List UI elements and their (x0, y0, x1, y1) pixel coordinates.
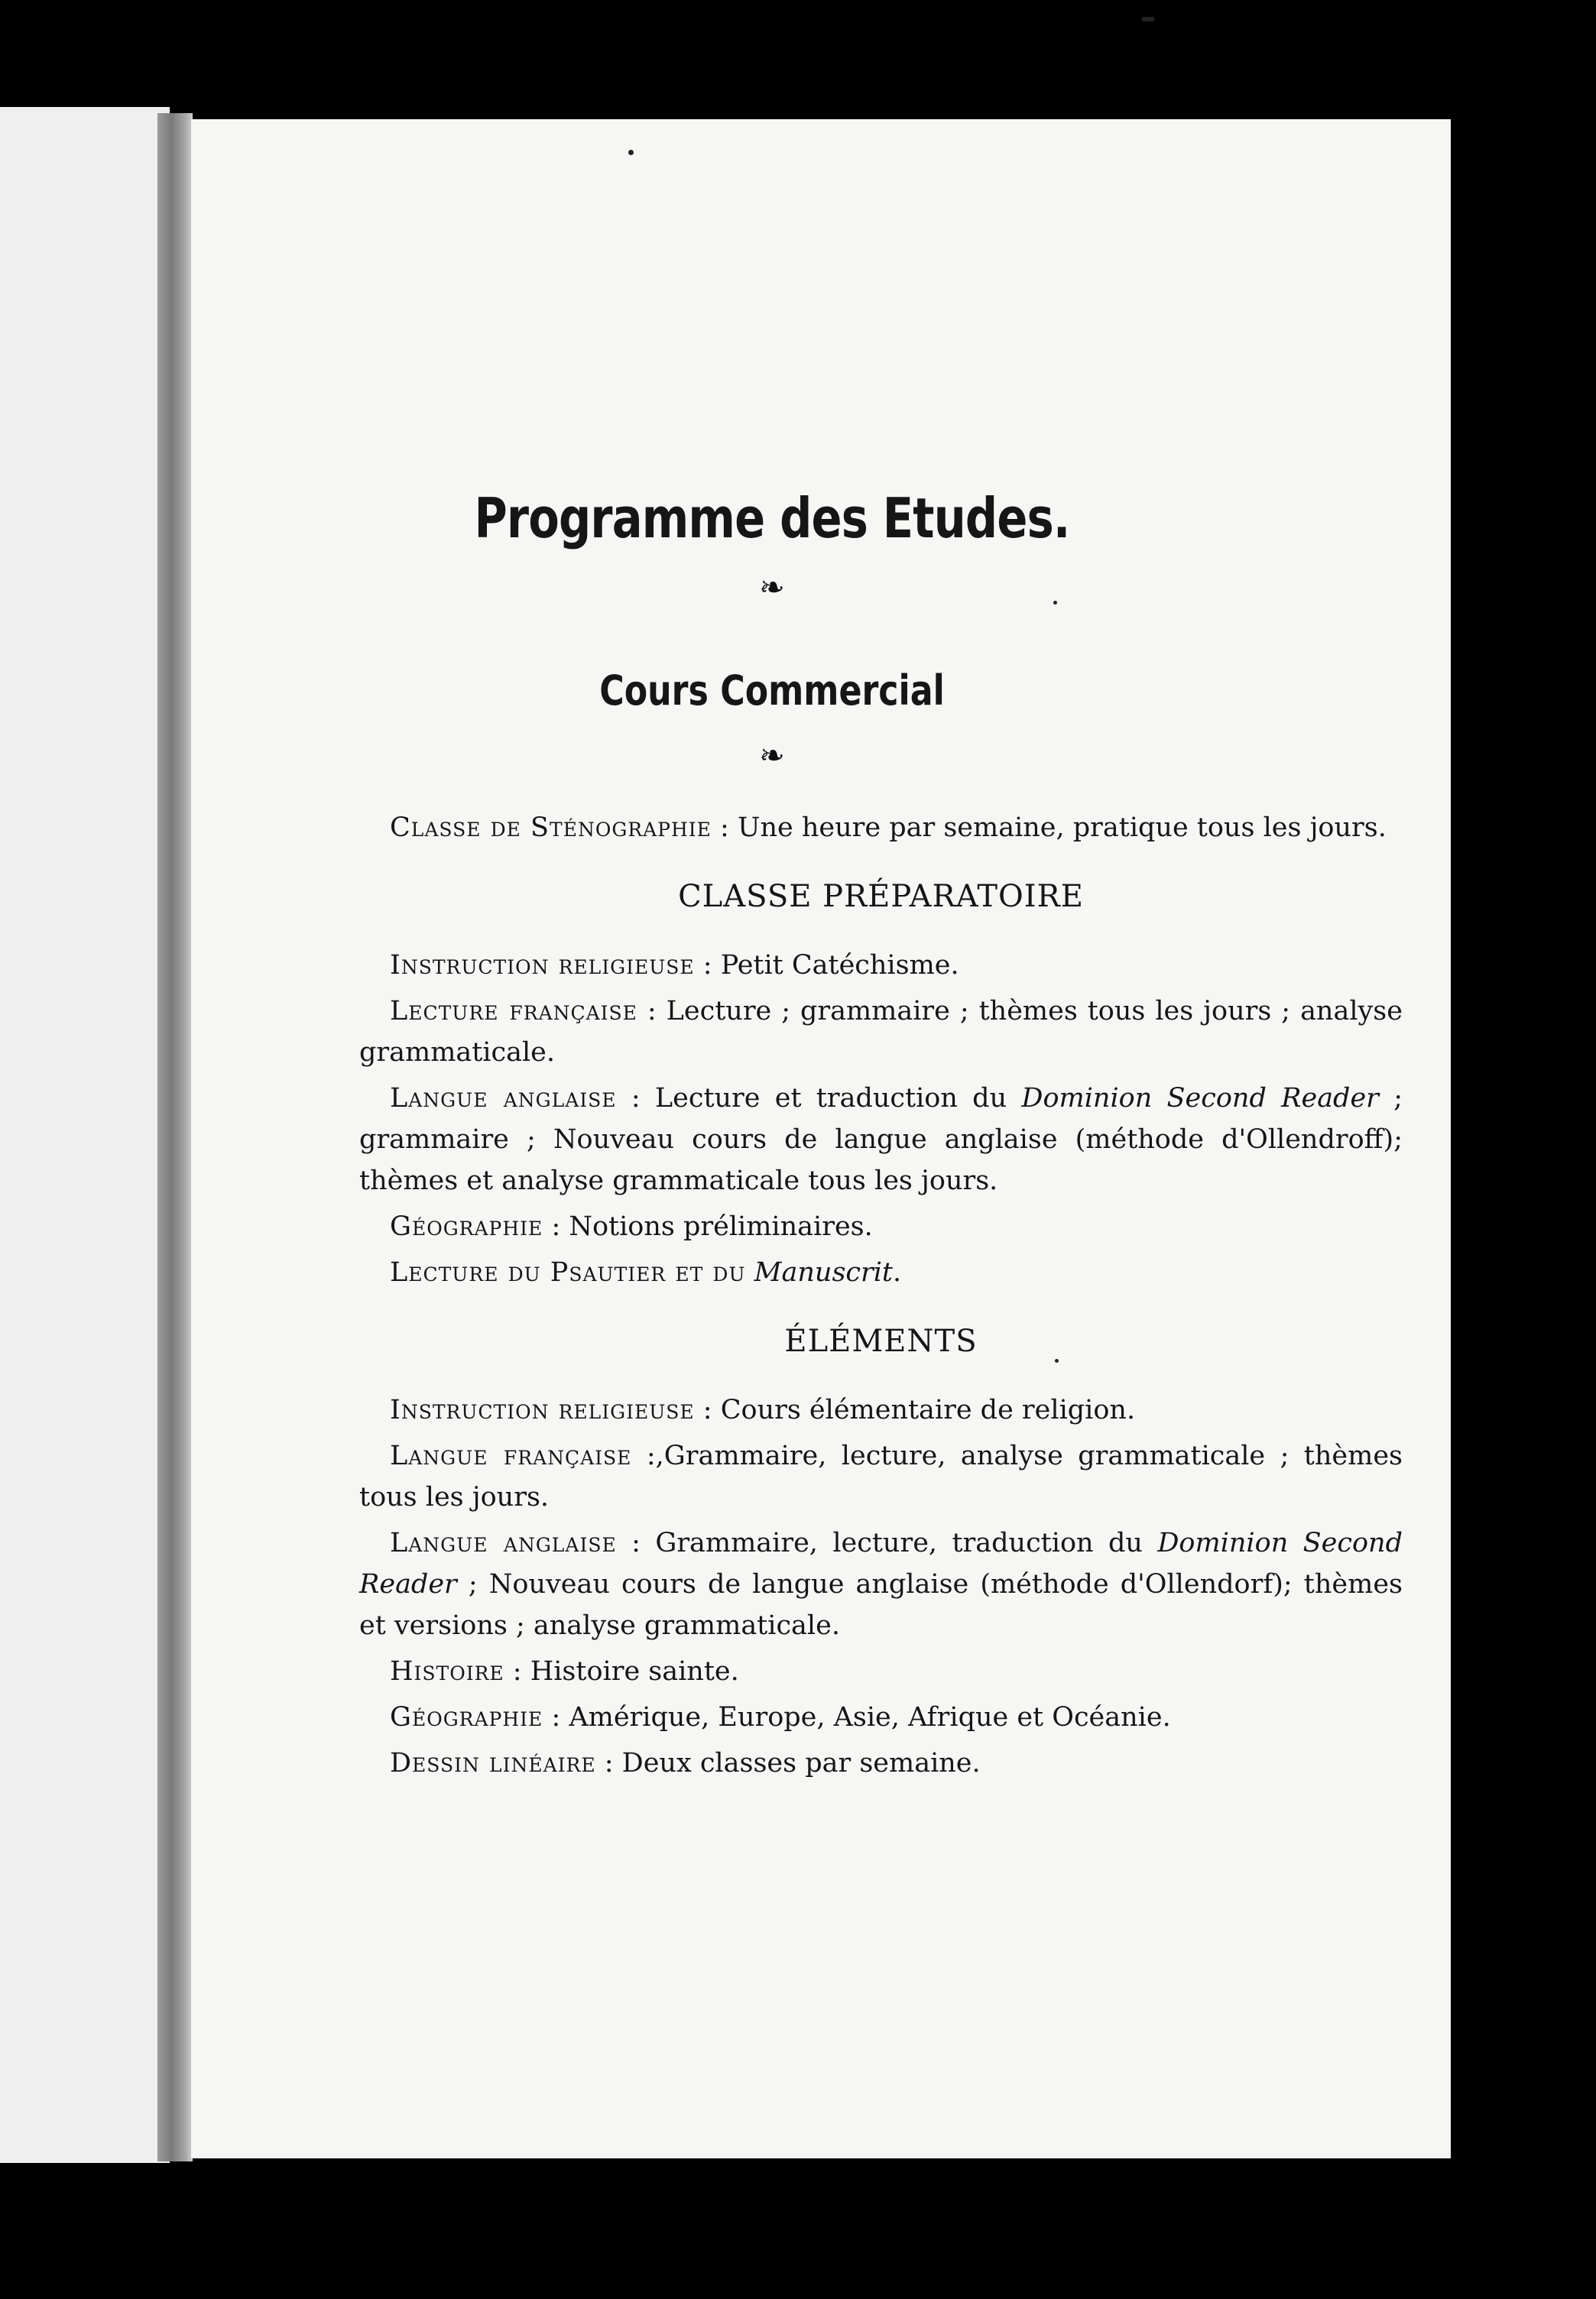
entry-text: : Deux classes par semaine. (595, 1748, 981, 1779)
entry-text: . (893, 1257, 902, 1288)
entry-label: Instruction religieuse (390, 950, 695, 981)
entry-text: : Amérique, Europe, Asie, Afrique et Océanie. (543, 1702, 1171, 1733)
entry-label: Langue anglaise (390, 1528, 617, 1558)
entry-text: : Petit Catéchisme. (694, 950, 959, 981)
entry-text: : Lecture ; grammaire ; thèmes tous les jours ; analyse grammaticale. (359, 996, 1403, 1068)
list-item (359, 945, 1403, 986)
entry-label: Langue anglaise (390, 1083, 617, 1114)
list-item (359, 1522, 1403, 1646)
entry-text: ; grammaire ; Nouveau cours de langue anglaise (méthode d'Ollendroff); thèmes et analyse grammaticale tous les jours. (359, 1083, 1403, 1196)
fleuron-ornament-icon: ❧ (759, 570, 785, 605)
entry-text: : Histoire sainte. (504, 1656, 739, 1687)
list-item (359, 1389, 1403, 1431)
entry-text: :,Grammaire, lecture, analyse grammaticale ; thèmes tous les jours. (359, 1441, 1403, 1513)
list-item (359, 1078, 1403, 1201)
book-title: Dominion Second Reader (1021, 1083, 1379, 1114)
entry-text: : Une heure par semaine, pratique tous les jours. (711, 812, 1387, 843)
section-heading-preparatoire: CLASSE PRÉPARATOIRE (678, 879, 1084, 914)
paper-speck (1053, 601, 1057, 605)
entry-text: : Grammaire, lecture, traduction du (616, 1528, 1158, 1558)
section-heading-elements: ÉLÉMENTS (784, 1324, 978, 1359)
entry-label: Classe de Sténographie (390, 812, 712, 843)
book-title: Dominion Second Reader (359, 1528, 1403, 1600)
entry-label: Dessin linéaire (390, 1748, 596, 1779)
book-page (191, 119, 1451, 2158)
entry-label: Géographie (390, 1702, 543, 1733)
fleuron-ornament-icon: ❧ (759, 738, 785, 773)
page-title: Programme des Etudes. (474, 486, 1070, 550)
book-spine (157, 113, 193, 2161)
page-content (191, 119, 1451, 2158)
list-item (359, 1435, 1403, 1518)
paper-speck (628, 150, 634, 155)
list-item (359, 1206, 1403, 1247)
list-item (359, 991, 1403, 1073)
entry-text: : Notions préliminaires. (543, 1211, 873, 1242)
intro-paragraph (359, 807, 1403, 848)
facing-page-edge (0, 107, 170, 2163)
entry-text: ; Nouveau cours de langue anglaise (méthode d'Ollendorf); thèmes et versions ; analyse grammaticale. (359, 1569, 1403, 1641)
paper-speck (1055, 1359, 1059, 1363)
page-subtitle: Cours Commercial (599, 666, 945, 715)
list-item (359, 1743, 1403, 1784)
entry-label: Géographie (390, 1211, 543, 1242)
entry-label: Histoire (390, 1656, 504, 1687)
entry-text: : Cours élémentaire de religion. (694, 1395, 1136, 1425)
entry-label: Lecture du Psautier et du (390, 1257, 746, 1288)
list-item (359, 1252, 1403, 1293)
scan-speck (1142, 17, 1154, 21)
entry-label: Lecture française (390, 996, 637, 1026)
course-program-text (359, 807, 1403, 1788)
entry-label: Langue française (390, 1441, 632, 1471)
list-item (359, 1697, 1403, 1738)
list-item (359, 1651, 1403, 1692)
book-title: Manuscrit (754, 1257, 893, 1288)
entry-label: Instruction religieuse (390, 1395, 695, 1425)
entry-text: : Lecture et traduction du (616, 1083, 1022, 1114)
